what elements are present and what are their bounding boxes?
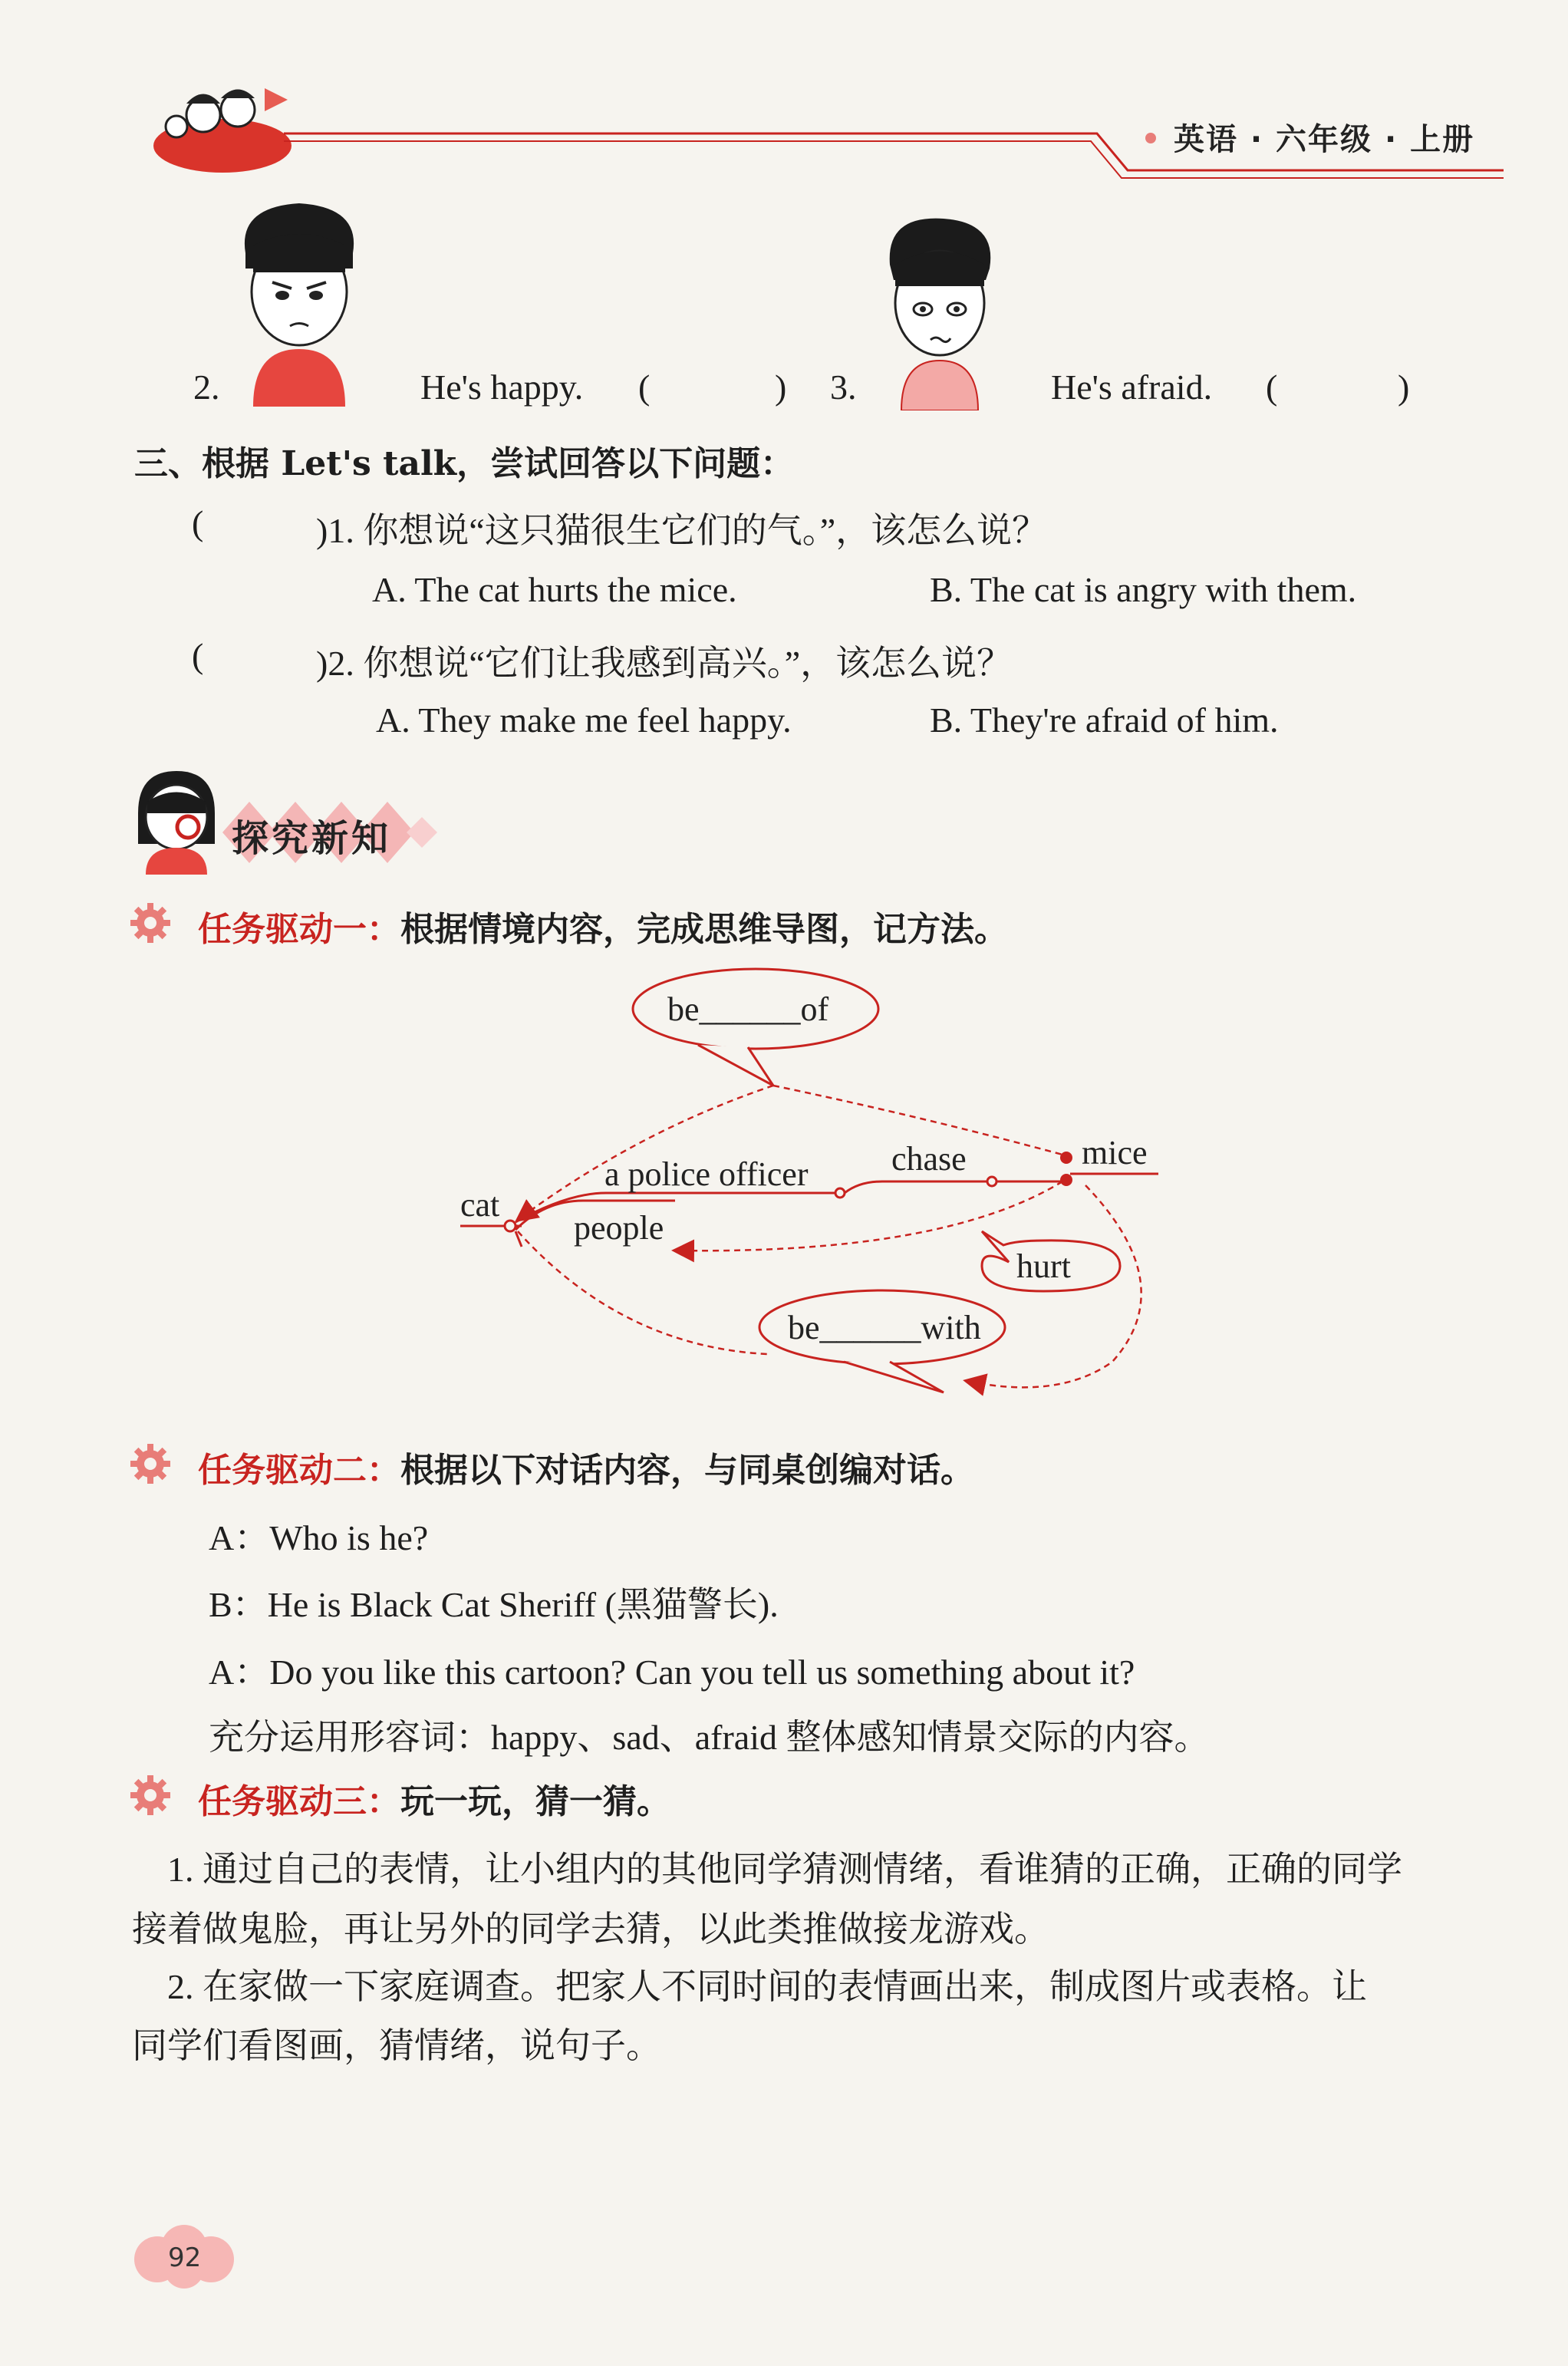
page-number: 92: [168, 2242, 202, 2273]
item3-sentence: He's afraid.: [1051, 367, 1213, 407]
task2-label: 任务驱动二：: [198, 1451, 400, 1490]
bubble-bottom-text: be______with: [788, 1309, 981, 1346]
page-number-badge: [127, 2221, 242, 2290]
header-logo: [150, 73, 295, 176]
bubble-top-text: be______of: [667, 990, 829, 1028]
task1-label: 任务驱动一：: [198, 910, 400, 949]
boy-angry-illustration: [230, 199, 368, 407]
node-mice: mice: [1082, 1134, 1148, 1171]
branch-chase: chase: [891, 1140, 967, 1178]
task3-p1-line1: 1. 通过自己的表情，让小组内的其他同学猜测情绪，看谁猜的正确，正确的同学: [167, 1850, 1402, 1889]
bubble-hurt-text: hurt: [1016, 1247, 1071, 1285]
task1-text: 根据情境内容，完成思维导图，记方法。: [400, 910, 1008, 949]
item2-paren-close: ): [775, 367, 787, 407]
dialogue-line-1: A：Who is he?: [209, 1518, 429, 1557]
branch-people: people: [574, 1209, 664, 1247]
gear-icon: [129, 1442, 172, 1485]
q2-answer-blank[interactable]: [215, 635, 315, 675]
girl-magnifier-illustration: [130, 767, 222, 875]
section3-heading: 三、根据 Let's talk，尝试回答以下问题：: [134, 444, 795, 483]
mind-map: [445, 963, 1197, 1431]
task2-tip: 充分运用形容词：happy、sad、afraid 整体感知情景交际的内容。: [209, 1718, 1210, 1757]
q1-prompt: )1. 你想说“这只猫很生它们的气。”，该怎么说？: [316, 511, 1048, 550]
task3-title: [198, 1774, 670, 1823]
item3-number: 3.: [830, 367, 857, 407]
task3-p1-line2: 接着做鬼脸，再让另外的同学去猜，以此类推做接龙游戏。: [132, 1910, 1049, 1949]
q1-option-a: A. The cat hurts the mice.: [372, 570, 737, 609]
q1-paren: (: [192, 503, 204, 542]
explore-banner: [215, 790, 437, 875]
q1-option-b: B. The cat is angry with them.: [930, 570, 1357, 609]
task3-text: 玩一玩，猜一猜。: [400, 1782, 670, 1821]
item2-sentence: He's happy.: [420, 367, 584, 407]
node-cat: cat: [460, 1186, 500, 1224]
task3-p2-line2: 同学们看图画，猜情绪，说句子。: [132, 2026, 661, 2065]
item2-number: 2.: [193, 367, 220, 407]
dialogue-line-2: B：He is Black Cat Sheriff (黑猫警长).: [209, 1585, 779, 1624]
task3-label: 任务驱动三：: [198, 1782, 400, 1821]
task2-text: 根据以下对话内容，与同桌创编对话。: [400, 1451, 974, 1490]
q2-paren: (: [192, 636, 204, 675]
boy-afraid-illustration: [871, 211, 1009, 410]
gear-icon: [129, 901, 172, 944]
q1-answer-blank[interactable]: [215, 503, 315, 542]
book-title: 英语 · 六年级 · 上册: [1174, 122, 1475, 157]
item3-answer-blank[interactable]: [1289, 367, 1396, 407]
item2-paren-open: (: [638, 367, 651, 407]
gear-icon: [129, 1774, 172, 1817]
branch-police: a police officer: [604, 1155, 809, 1193]
q2-option-b: B. They're afraid of him.: [930, 700, 1279, 740]
dialogue-line-3: A：Do you like this cartoon? Can you tell us something about it?: [209, 1653, 1135, 1692]
task1-title: [198, 901, 1008, 951]
task3-p2-line1: 2. 在家做一下家庭调查。把家人不同时间的表情画出来，制成图片或表格。让: [167, 1967, 1367, 2006]
q2-option-a: A. They make me feel happy.: [376, 700, 792, 740]
item2-answer-blank[interactable]: [660, 367, 775, 407]
q2-prompt: )2. 你想说“它们让我感到高兴。”，该怎么说？: [316, 644, 1013, 683]
task2-title: [198, 1442, 974, 1491]
item3-paren-close: ): [1398, 367, 1410, 407]
item3-paren-open: (: [1266, 367, 1278, 407]
explore-banner-text: 探究新知: [232, 817, 392, 860]
